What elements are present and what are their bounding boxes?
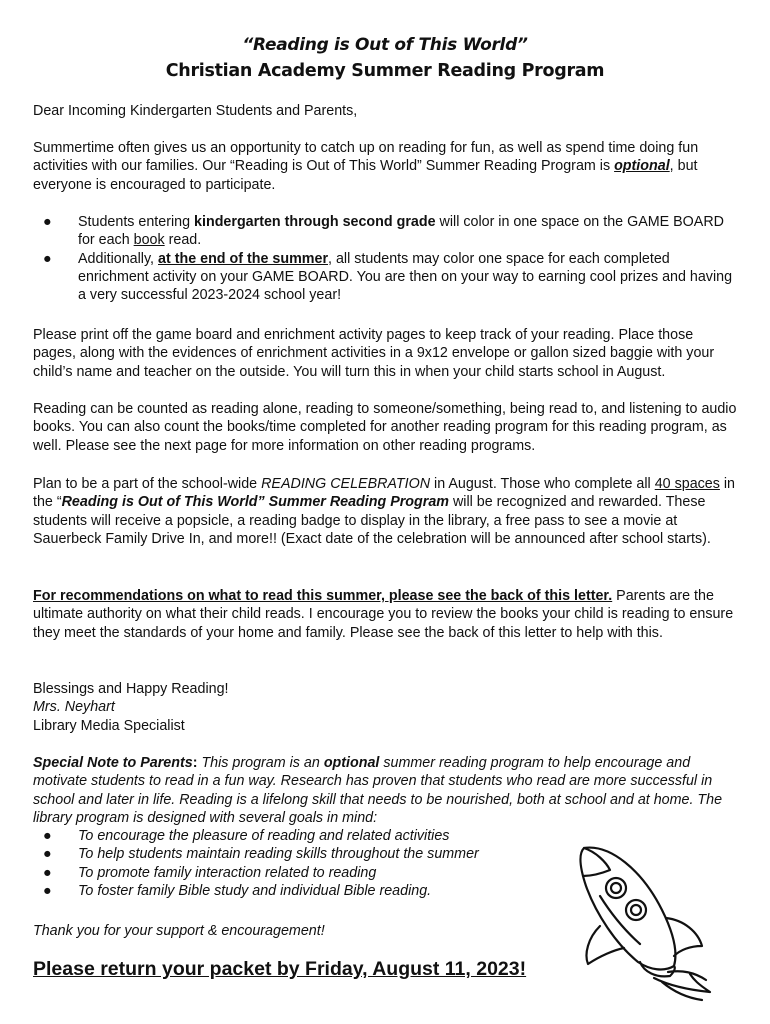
list-item <box>33 213 738 250</box>
signer-name: Mrs. Neyhart <box>33 699 115 716</box>
rule-underline: book <box>133 232 165 249</box>
plan-text: in the “ <box>33 476 736 511</box>
celebration-paragraph <box>33 475 738 548</box>
list-item <box>33 250 738 305</box>
intro-optional: optional <box>614 158 670 175</box>
note-text: summer reading program to help encourage and motivate students to read in a fun way. Research has proven that students who read are more successful in school and later in life. Reading is a lifelong skill that needs to be nourished, both at school and at home. The library program is designed with several goals in mind: <box>33 755 723 826</box>
intro-text-2: , but everyone is encouraged to participate. <box>33 158 698 193</box>
thanks-line: Thank you for your support & encouragement! <box>33 923 325 939</box>
plan-text: in August. Those who complete all <box>430 476 655 492</box>
rule-text: , all students may color one space for each completed enrichment activity on your GAME BOARD. You are then on your way to earning cool prizes and having a very successful 2023-2024 school year! <box>78 250 733 304</box>
rocket-icon <box>570 840 720 1005</box>
rule-bold-underline: at the end of the summer <box>158 250 329 267</box>
goal-text: To encourage the pleasure of reading and related activities <box>78 828 450 844</box>
program-subtitle: Christian Academy Summer Reading Program <box>165 61 605 81</box>
rule-text: will color in one space on the GAME BOARD for each <box>78 214 724 249</box>
recommendations-heading: For recommendations on what to read this summer, please see the back of this letter. <box>33 588 613 604</box>
bullet: ● <box>43 828 52 844</box>
closing: Blessings and Happy Reading! <box>33 681 229 697</box>
print-paragraph: Please print off the game board and enrichment activity pages to keep track of your reading. Place those pages, along with the evidences of enrichment activities in a 9x12 envelope or gallon sized baggie with your child’s name and teacher on the outside. You will turn this in when your child starts school in August. <box>33 327 715 380</box>
special-note-colon: : <box>192 755 198 771</box>
plan-italic: READING CELEBRATION <box>261 476 431 492</box>
plan-text: Plan to be a part of the school-wide <box>33 476 262 492</box>
plan-bold-italic: Reading is Out of This World” Summer Reading Program <box>61 494 449 511</box>
rules-list <box>33 213 738 304</box>
rule-text: Additionally, <box>78 250 159 267</box>
rule-bold: kindergarten through second grade <box>194 214 436 230</box>
recommendations-text: Parents are the ultimate authority on what their child reads. I encourage you to review the books your child is reading to ensure they meet the standards of your home and family. Please see the back of this letter to help with this. <box>33 588 734 641</box>
intro-text-1: Summertime often gives us an opportunity to catch up on reading for fun, as well as spend time doing fun activities with our families. Our “Reading is Out of This World” Summer Reading Program is <box>33 140 699 175</box>
plan-text: will be recognized and rewarded. These students will receive a popsicle, a reading badge to display in the library, a free pass to see a movie at Sauerbeck Family Drive In, and more!! (Exact date of the celebration will be announced after school starts). <box>33 494 711 547</box>
bullet: ● <box>43 214 52 230</box>
bullet: ● <box>43 864 52 881</box>
rule-text: Students entering <box>78 214 195 230</box>
recommendations-paragraph <box>33 587 738 642</box>
bullet: ● <box>43 882 52 899</box>
note-text: This program is an <box>197 755 324 771</box>
rule-text: read. <box>164 232 202 249</box>
special-note <box>33 754 738 827</box>
signoff <box>33 680 738 735</box>
count-paragraph: Reading can be counted as reading alone, reading to someone/something, being read to, and listening to audio books. You can also count the books/time completed for another reading program for this reading program, as well. Please see the next page for more information on other reading programs. <box>33 401 737 454</box>
bullet: ● <box>43 846 52 863</box>
goal-text: To foster family Bible study and individual Bible reading. <box>78 882 432 899</box>
bullet: ● <box>43 250 52 267</box>
plan-underline: 40 spaces <box>654 476 720 492</box>
program-title: “Reading is Out of This World” <box>242 35 528 55</box>
greeting: Dear Incoming Kindergarten Students and Parents, <box>33 103 358 119</box>
return-notice: Please return your packet by Friday, August 11, 2023! <box>33 958 527 980</box>
goal-text: To promote family interaction related to reading <box>78 864 377 881</box>
special-note-label: Special Note to Parents <box>33 755 193 771</box>
intro-paragraph <box>33 139 738 194</box>
signer-role: Library Media Specialist <box>33 717 185 734</box>
note-bold: optional <box>323 755 380 771</box>
goal-text: To help students maintain reading skills throughout the summer <box>78 846 479 863</box>
